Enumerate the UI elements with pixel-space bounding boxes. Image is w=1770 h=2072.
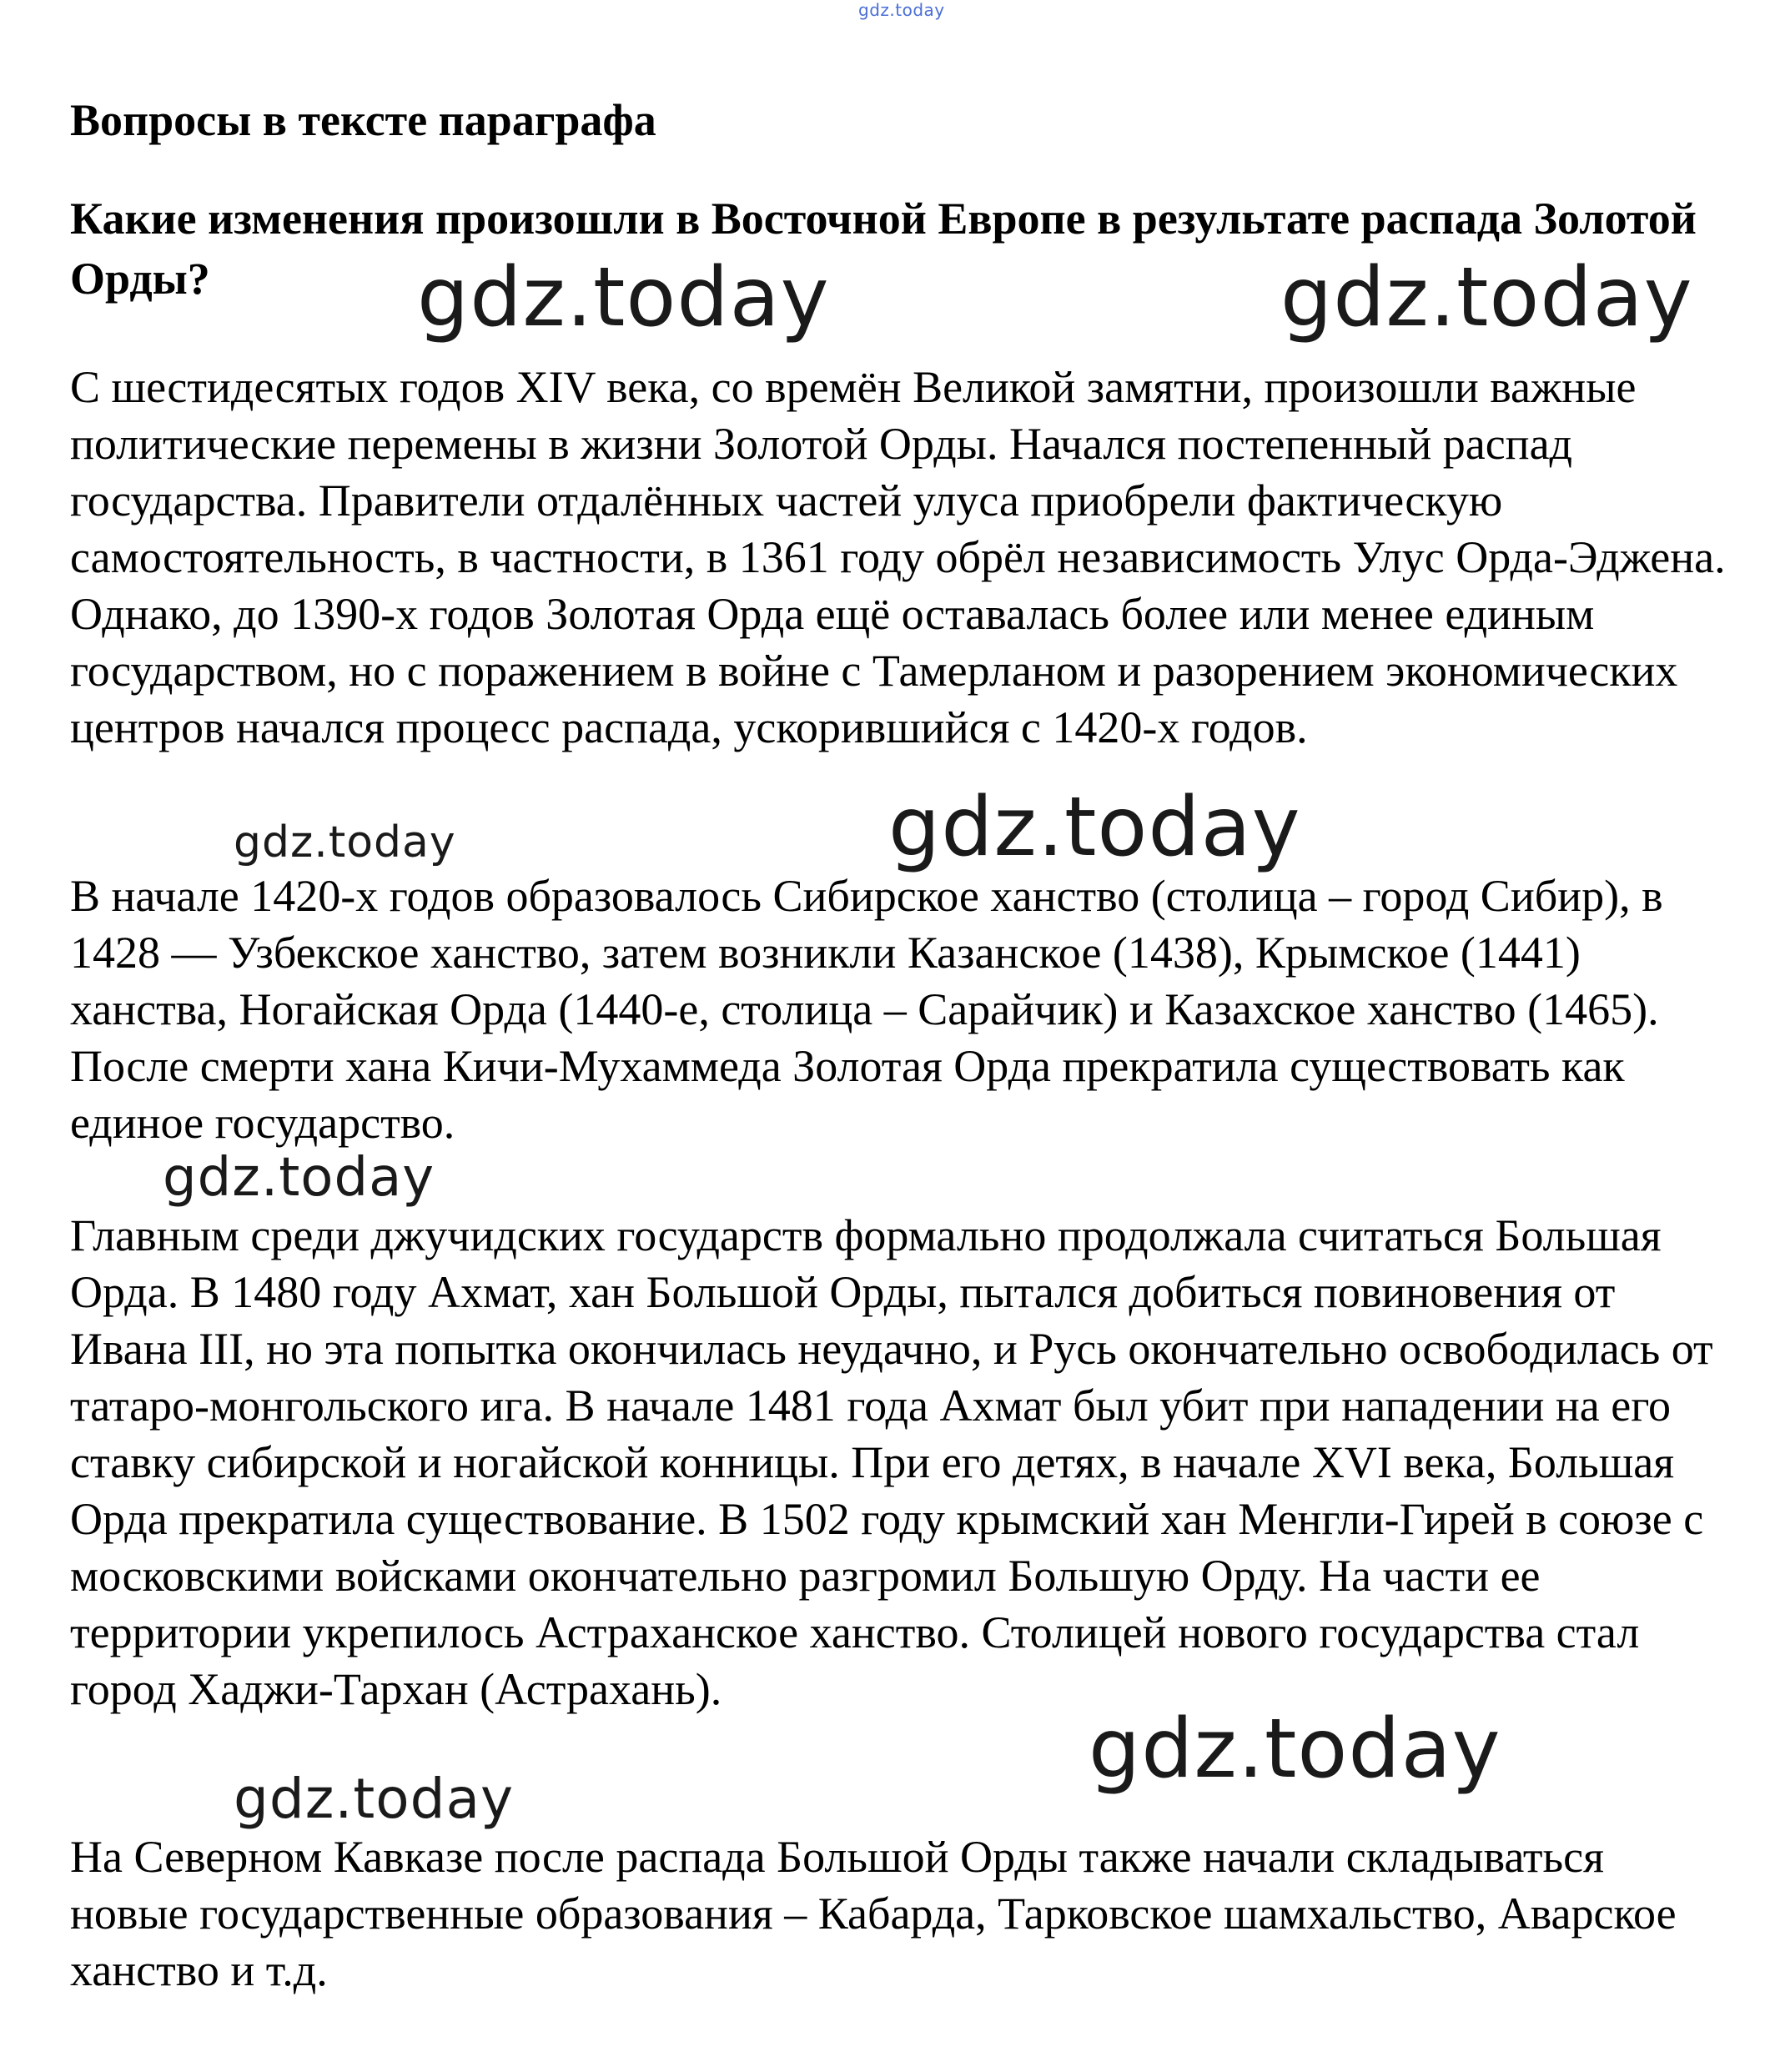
watermark: gdz.today — [234, 817, 456, 868]
paragraph-1: С шестидесятых годов XIV века, со времён Великой замятни, произошли важные политические перемены в жизни Золотой Орды. Начался постепенный распад государства. Правители отдалённых частей улуса приобрели фактическую самостоятельность, в частности, в 1361 году обрёл независимость Улус Орда-Эджена. Однако, до 1390-х годов Золотая Орда ещё оставалась более или менее единым государством, но с поражением в войне с Тамерланом и разорением экономических центров начался процесс распада, ускорившийся с 1420-х годов. — [70, 362, 1726, 752]
paragraph-2: В начале 1420-х годов образовалось Сибирское ханство (столица – город Сибир), в 1428 — Узбекское ханство, затем возникли Казанское (1438), Крымское (1441) ханства, Ногайская Орда (1440-е, столица – Сарайчик) и Казахское ханство (1465). После смерти хана Кичи-Мухаммеда Золотая Орда прекратила существовать как единое государство. — [70, 871, 1663, 1148]
paragraph-4: На Северном Кавказе после распада Большой Орды также начали складываться новые государственные образования – Кабарда, Тарковское шамхальство, Аварское ханство и т.д. — [70, 1832, 1677, 1995]
watermark: gdz.today — [1280, 250, 1693, 345]
question-title: Какие изменения произошли в Восточной Европе в результате распада Золотой Орды? — [70, 194, 1697, 304]
watermark: gdz.today — [1089, 1702, 1501, 1797]
section-heading: Вопросы в тексте параграфа — [70, 95, 656, 145]
paragraph-3: Главным среди джучидских государств формально продолжала считаться Большая Орда. В 1480 году Ахмат, хан Большой Орды, пытался добиться повиновения от Ивана III, но эта попытка окончилась неудачно, и Русь окончательно освободилась от татаро-монгольского ига. В начале 1481 года Ахмат был убит при нападении на его ставку сибирской и ногайской конницы. При его детях, в начале XVI века, Большая Орда прекратила существование. В 1502 году крымский хан Менгли-Гирей в союзе с московскими войсками окончательно разгромил Большую Орду. На части ее территории укрепилось Астраханское ханство. Столицей нового государства стал город Хаджи-Тархан (Астрахань). — [70, 1210, 1713, 1714]
watermark: gdz.today — [888, 780, 1301, 875]
watermark: gdz.today — [163, 1147, 435, 1209]
watermark: gdz.today — [234, 1767, 515, 1831]
watermark: gdz.today — [417, 250, 830, 345]
top-watermark: gdz.today — [858, 0, 945, 20]
